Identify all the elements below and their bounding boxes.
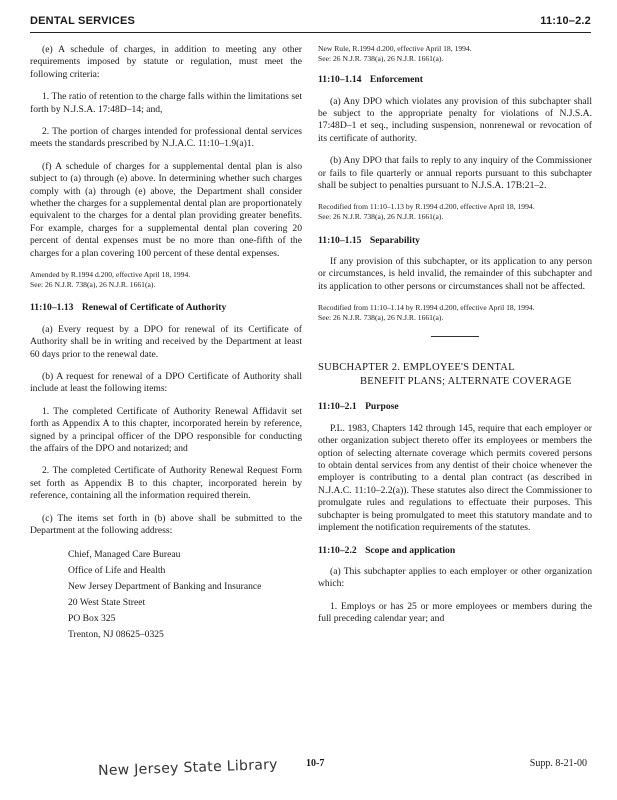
item-1-13-b2: 2. The completed Certificate of Authority Renewal Request Form set forth as Appendix B to this chapter, incorporated herein by reference, containing all the information required therein.	[30, 465, 302, 502]
item-1-13-b1: 1. The completed Certificate of Authority Renewal Affidavit set forth as Appendix A to this chapter, incorporated herein by reference, signed by a principal officer of the DPO responsible for conducting the affairs of the DPO and notarized; and	[30, 405, 302, 454]
paragraph-2-2-a: (a) This subchapter applies to each employer or other organization which:	[318, 565, 592, 590]
paragraph-f: (f) A schedule of charges for a supplemental dental plan is also subject to (a) through (e) above. In determining whether such charges comply with (a) through (e) above, the Department shall consider whether the charges for a supplemental dental plan are proportionately equivalent to the charges for a dental plan providing greater benefits. For example, charges for a supplemental dental plan covering 20 percent of dental expenses must be no more than one-fifth of the charges for a plan covering 100 percent of these dental expenses.	[30, 160, 302, 259]
section-number: 11:10–2.1	[318, 401, 357, 413]
section-heading-2-2	[318, 545, 592, 557]
paragraph-1-13-b: (b) A request for renewal of a DPO Certificate of Authority shall include at least the following items:	[30, 370, 302, 395]
supplement-date: Supp. 8-21-00	[529, 758, 587, 769]
section-title: Enforcement	[369, 74, 423, 86]
section-title: Renewal of Certificate of Authority	[81, 302, 227, 314]
history-line: Recodified from 11:10–1.14 by R.1994 d.200, effective April 18, 1994.	[318, 303, 535, 313]
address-line: Office of Life and Health	[68, 565, 166, 577]
section-heading-1-15	[318, 235, 592, 247]
paragraph-1-14-a: (a) Any DPO which violates any provision of this subchapter shall be subject to the appropriate penalty for violations of N.J.S.A. 17:48D–1 et seq., including suspension, nonrenewal or revocation of its certificate of authority.	[318, 95, 592, 144]
section-number: 11:10–1.14	[318, 74, 362, 86]
library-stamp: New Jersey State Library	[97, 756, 279, 780]
paragraph-1-14-b: (b) Any DPO that fails to reply to any inquiry of the Commissioner or fails to file quarterly or annual reports pursuant to this subchapter shall be subject to penalties pursuant to N.J.S.A. 17B:21–2.	[318, 155, 592, 192]
address-line: PO Box 325	[68, 613, 116, 625]
address-line: Trenton, NJ 08625–0325	[68, 629, 164, 641]
history-line: See: 26 N.J.R. 738(a), 26 N.J.R. 1661(a).	[318, 53, 444, 63]
address-line: Chief, Managed Care Bureau	[68, 549, 181, 561]
paragraph-e: (e) A schedule of charges, in addition to meeting any other requirements imposed by statute or regulation, must meet the following criteria:	[30, 44, 302, 80]
item-e1: 1. The ratio of retention to the charge falls within the limitations set forth by N.J.S.A. 17:48D–14; and,	[30, 91, 302, 115]
subchapter-line-2: BENEFIT PLANS; ALTERNATE COVERAGE	[360, 376, 572, 388]
item-e2: 2. The portion of charges intended for professional dental services meets the standards prescribed by N.J.A.C. 11:10–1.9(a)1.	[30, 126, 302, 150]
mailing-address	[68, 547, 302, 643]
section-title: Scope and application	[365, 544, 456, 556]
section-number: 11:10–1.15	[318, 234, 362, 246]
section-number: 11:10–1.13	[30, 302, 74, 314]
subchapter-line-1: SUBCHAPTER 2. EMPLOYEE'S DENTAL	[318, 362, 515, 374]
paragraph-1-15: If any provision of this subchapter, or its application to any person or circumstances, is held invalid, the remainder of this subchapter and its application to other persons or circumstances shall not be affected.	[318, 256, 592, 292]
history-line: Amended by R.1994 d.200, effective April 18, 1994.	[30, 270, 191, 280]
section-heading-1-14	[318, 74, 592, 86]
paragraph-2-1: P.L. 1983, Chapters 142 through 145, require that each employer or other organization subject thereto offer its employees or members the option of selecting alternate coverage which permits covered persons to obtain dental services from any dentist of their choice whenever the employer is contributing to a dental plan contract (as described in N.J.A.C. 11:10–2.2(a)). These statutes also direct the Commissioner to promulgate rules and regulations to effectuate their purposes. This subchapter is being promulgated to meet this statutory mandate and to implement the notification requirements of the statutes.	[318, 422, 592, 534]
paragraph-1-13-a: (a) Every request by a DPO for renewal of its Certificate of Authority shall be in writing and received by the Department at least 60 days prior to the renewal date.	[30, 323, 302, 360]
history-note-0	[318, 44, 592, 63]
page-number: 10-7	[306, 758, 325, 769]
history-line: New Rule, R.1994 d.200, effective April 18, 1994.	[318, 44, 472, 53]
section-heading-2-1	[318, 401, 592, 413]
address-line: New Jersey Department of Banking and Insurance	[68, 581, 262, 593]
section-title: Separability	[369, 234, 420, 246]
history-line: Recodified from 11:10–1.13 by R.1994 d.200, effective April 18, 1994.	[318, 202, 535, 212]
running-header	[30, 10, 591, 33]
section-title: Purpose	[365, 401, 399, 413]
address-line: 20 West State Street	[68, 597, 146, 609]
paragraph-1-13-c: (c) The items set forth in (b) above shall be submitted to the Department at the following address:	[30, 512, 302, 536]
right-column	[318, 44, 592, 636]
left-column	[30, 44, 302, 643]
section-heading-1-13	[30, 302, 302, 314]
history-note-1	[30, 270, 302, 289]
header-section-number: 11:10–2.2	[540, 15, 591, 27]
section-number: 11:10–2.2	[318, 544, 357, 556]
history-line: See: 26 N.J.R. 738(a), 26 N.J.R. 1661(a).	[318, 212, 444, 222]
history-note-2	[318, 202, 592, 221]
subchapter-heading	[318, 361, 592, 389]
page-footer	[0, 752, 617, 788]
history-note-3	[318, 303, 592, 322]
section-divider	[431, 336, 479, 337]
header-title: DENTAL SERVICES	[30, 15, 136, 27]
item-2-2-a1: 1. Employs or has 25 or more employees or members during the full preceding calendar year; and	[318, 600, 592, 625]
history-line: See: 26 N.J.R. 738(a), 26 N.J.R. 1661(a).	[30, 279, 156, 289]
history-line: See: 26 N.J.R. 738(a), 26 N.J.R. 1661(a).	[318, 312, 444, 322]
